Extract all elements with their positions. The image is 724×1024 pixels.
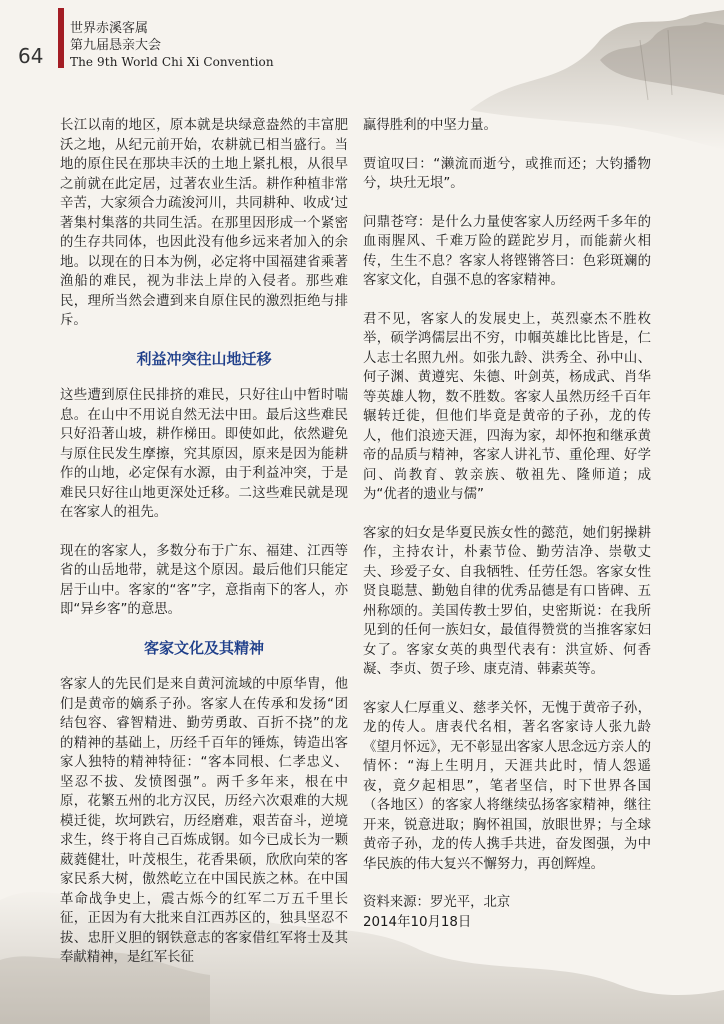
header-line-1: 世界赤溪客属 [70, 21, 149, 36]
header-line-english: The 9th World Chi Xi Convention [70, 55, 274, 69]
paragraph: 现在的客家人，多数分布于广东、福建、江西等省的山岳地带，就是这个原因。最后他们只能定居于山中。客家的“客”字，意指南下的客人，亦即“异乡客”的意思。 [60, 543, 348, 617]
header-accent-bar [58, 8, 64, 68]
section-title: 利益冲突往山地迁移 [136, 349, 272, 368]
header-line-2: 第九届恳亲大会 [70, 38, 162, 53]
paragraph: 这些遭到原住民排挤的难民，只好往山中暂时喘息。在山中不用说自然无法中田。最后这些难民只好沿著山坡，耕作梯田。即使如此，依然避免与原住民发生摩擦，究其原因，原来是因为能耕作的山地，必定保有水源，由于利益冲突，于是难民只好往山地更深处迁移。二这些难民就是现在客家人的祖先。 [60, 388, 348, 520]
right-column [363, 116, 651, 932]
paragraph: 长江以南的地区，原本就是块绿意盎然的丰富肥沃之地，从纪元前开始，农耕就已相当盛行。当地的原住民在那块丰沃的土地上紧扎根，从很早之前就在此定居，过著农业生活。耕作种植非常辛苦，大家须合力疏浚河川，共同耕种、收成‘过著集村集落的共同生活。在那里因形成一个紧密的生存共同体，也因此没有他乡远来者加入的余地。以现在的日本为例，必定将中国福建省乘著渔船的难民，视为非法上岸的入侵者。那些难民，理所当然会遭到来自原住民的激烈拒绝与排斥。 [60, 118, 348, 328]
paragraph: 客家人的先民们是来自黄河流域的中原华胄，他们是黄帝的嫡系子孙。客家人在传承和发扬“团结包容、睿智精进、勤劳勇敢、百折不挠”的龙的精神的基础上，历经千百年的锤炼，铸造出客家人独特的精神特征：“客本同根、仁孝忠义、坚忍不拔、发愤图强”。两千多年来，根在中原，花繁五州的北方汉民，历经六次艰难的大规模迁徙，坎坷跌宕，历经磨难，艰苦奋斗，逆境求生，终于将自己百炼成钢。如今已成长为一颗葳蕤健壮，叶茂根生，花香果硕，欣欣向荣的客家民系大树，傲然屹立在中国民族之林。在中国革命战争史上，震古烁今的红军二万五千里长征，正因为有大批来自江西苏区的，独具坚忍不拔、忠肝义胆的钢铁意志的客家借红军将士及其奉献精神，是红军长征 [60, 677, 348, 965]
paragraph: 客家的妇女是华夏民族女性的懿范，她们躬操耕作，主持农计，朴素节俭、勤劳洁净、崇敬丈夫、珍爱子女、自我牺牲、任劳任怨。客家女性贤良聪慧、勤勉自律的优秀品德是有口皆碑、五州称颂的。美国传教士罗伯，史密斯说：在我所见到的任何一族妇女，最值得赞赏的当推客家妇女了。客家女英的典型代表有：洪宣娇、何香凝、李贞、贺子珍、康克清、韩素英等。 [363, 525, 651, 677]
page-number: 64 [18, 44, 44, 68]
source-credit [363, 893, 651, 932]
paragraph: 问鼎苍穹：是什么力量使客家人历经两千多年的血雨腥风、千难万险的蹉跎岁月，而能薪火相传，生生不息？客家人将铿锵答曰：色彩斑斓的客家文化，自强不息的客家精神。 [363, 214, 651, 288]
left-column [60, 116, 348, 987]
paragraph: 客家人仁厚重义、慈孝关怀，无愧于黄帝子孙，龙的传人。唐表代名相，著名客家诗人张九龄《望月怀远》，无不彰显出客家人思念远方亲人的情怀：“海上生明月，天涯共此时，情人怨遥夜，竟夕起相思”，笔者坚信，时下世界各国（各地区）的客家人将继续弘扬客家精神，继往开来，锐意进取；胸怀祖国，放眼世界；与全球黄帝子孙，龙的传人携手共进，奋发图强，为中华民族的伟大复兴不懈努力，再创辉煌。 [363, 700, 651, 872]
paragraph: 赢得胜利的中坚力量。 [363, 118, 497, 133]
source-line: 资料来源：罗光平，北京 [363, 895, 511, 910]
source-date: 2014年10月18日 [363, 914, 472, 930]
paragraph: 贾谊叹曰：“濑流而逝兮，或推而还；大钧播物兮，块圱无垠”。 [363, 156, 651, 191]
paragraph: 君不见，客家人的发展史上，英烈豪杰不胜枚举，硕学鸿儒层出不穷，巾帼英雄比比皆是，仁人志士名照九州。如张九龄、洪秀全、孙中山、何子渊、黄遵宪、朱德、叶剑英，杨成武、肖华等英雄人物，数不胜数。客家人虽然历经千百年辗转迁徙，但他们毕竟是黄帝的子孙，龙的传人，他们浪迹天涯，四海为家，却怀抱和继承黄帝的品质与精神，客家人讲礼节、重伦理、好学问、尚教育、敦亲族、敬祖先、隆师道；成为“优者的遗业与儒” [363, 311, 651, 502]
header-title [70, 20, 274, 71]
section-title: 客家文化及其精神 [143, 638, 264, 657]
